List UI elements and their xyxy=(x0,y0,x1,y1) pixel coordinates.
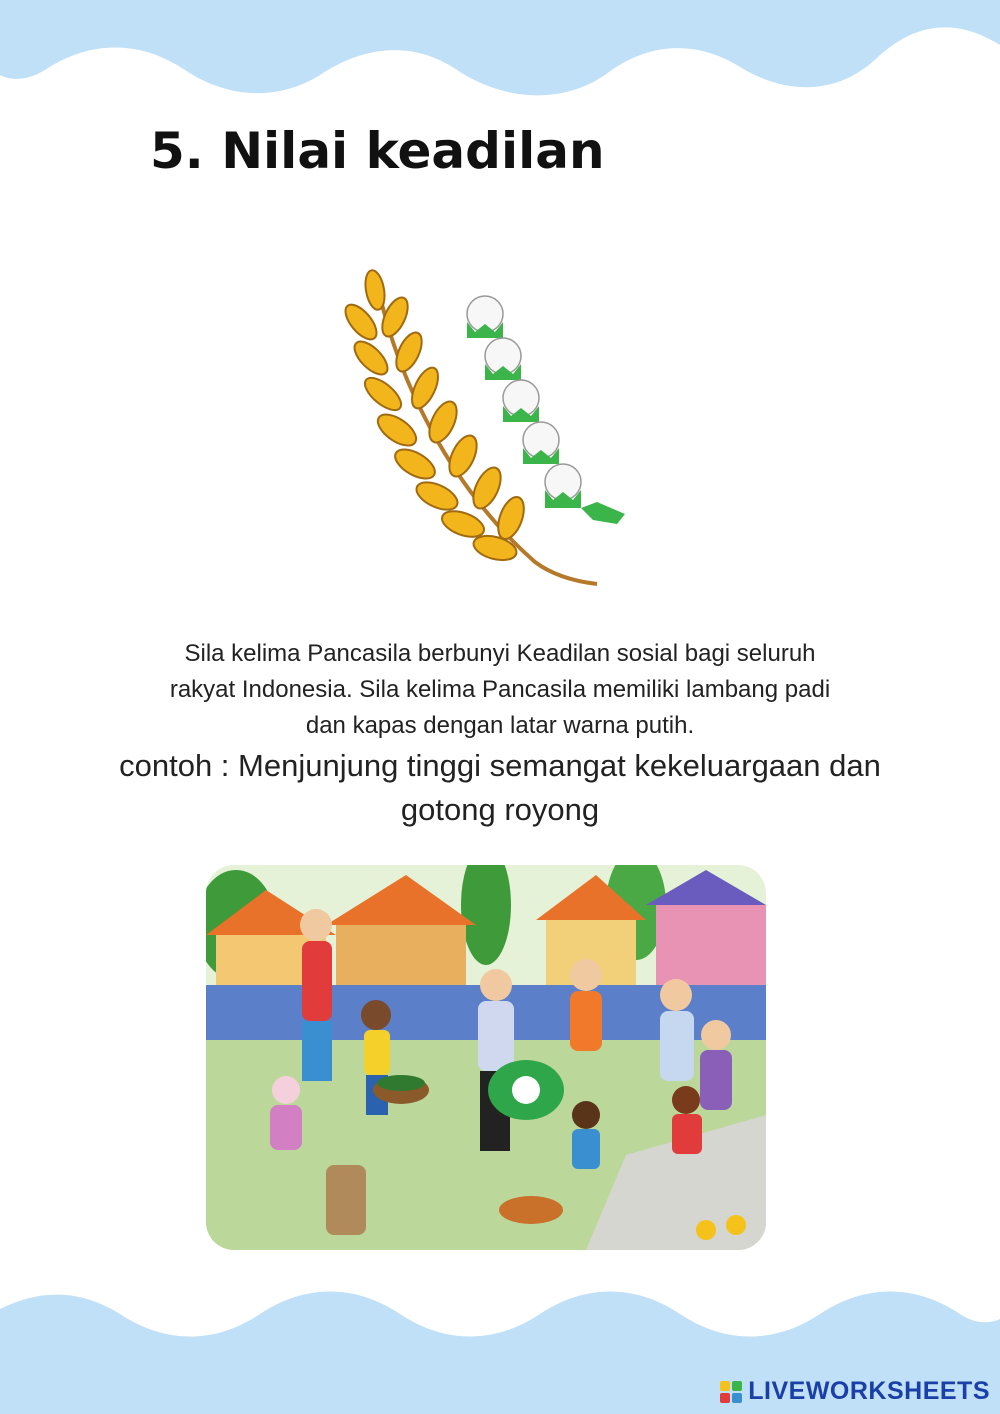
brand-text: LIVEWORKSHEETS xyxy=(748,1377,990,1405)
liveworksheets-branding[interactable] xyxy=(720,1377,990,1406)
top-wave-decoration xyxy=(0,0,1000,110)
padi-dan-kapas-icon xyxy=(335,262,645,597)
example-line: gotong royong xyxy=(400,792,600,827)
page-title: 5. Nilai keadilan xyxy=(150,122,605,180)
gotong-royong-illustration xyxy=(206,865,766,1250)
description-line: dan kapas dengan latar warna putih. xyxy=(305,712,695,739)
example-text xyxy=(40,744,960,832)
description-text xyxy=(60,636,940,744)
liveworksheets-logo-icon xyxy=(720,1381,742,1403)
description-line: Sila kelima Pancasila berbunyi Keadilan sosial bagi seluruh xyxy=(184,640,816,667)
example-line: contoh : Menjunjung tinggi semangat kekeluargaan dan xyxy=(119,748,881,783)
description-line: rakyat Indonesia. Sila kelima Pancasila memiliki lambang padi xyxy=(169,676,831,703)
